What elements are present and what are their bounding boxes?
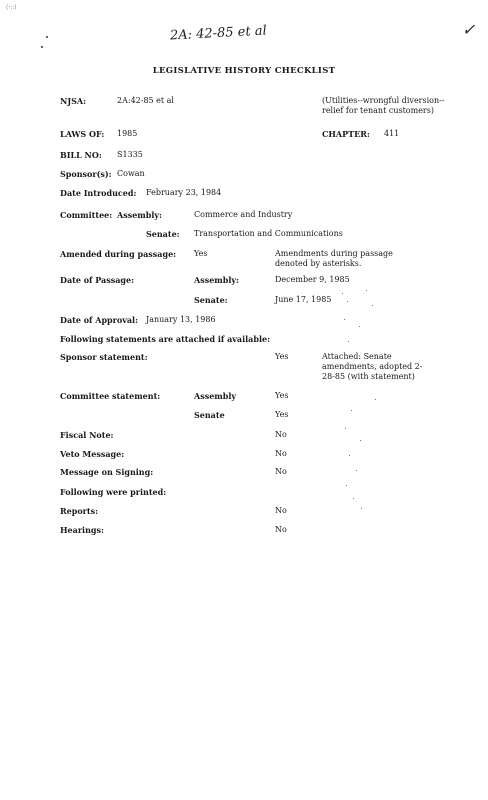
message-on-signing-label: Message on Signing: [60,467,154,477]
corner-mark: (·::) [6,4,17,11]
amended-note: Amendments during passage denoted by asterisks. [275,249,393,268]
committee-assembly-value: Commerce and Industry [194,210,293,219]
committee-statement-assembly-value: Yes [275,391,289,400]
amended-value: Yes [194,249,208,258]
hearings-value: No [275,525,287,534]
committee-statement-label: Committee statement: [60,391,161,401]
committee-statement-assembly-label: Assembly [194,391,237,401]
passage-senate-value: June 17, 1985 [275,295,332,304]
committee-statement-senate-label: Senate [194,410,225,420]
committee-label: Committee: [60,210,113,220]
hearings-label: Hearings: [60,525,104,535]
committee-senate-value: Transportation and Communications [194,229,343,238]
passage-assembly-value: December 9, 1985 [275,275,350,284]
sponsors-label: Sponsor(s): [60,169,112,179]
chapter-value: 411 [384,129,400,138]
message-on-signing-value: No [275,467,287,476]
sponsor-statement-note: Attached: Senate amendments, adopted 2-28-85 (with statement) [322,352,423,381]
committee-assembly-label: Assembly: [117,210,163,220]
date-introduced-label: Date Introduced: [60,188,137,198]
punch-mark [41,46,43,48]
passage-senate-label: Senate: [194,295,228,305]
handwritten-reference: 2A: 42-85 et al [169,23,268,44]
date-of-approval-label: Date of Approval: [60,315,139,325]
bill-no-label: BILL NO: [60,150,102,160]
passage-assembly-label: Assembly: [194,275,240,285]
veto-message-value: No [275,449,287,458]
bill-no-value: S1335 [117,150,143,159]
laws-of-label: LAWS OF: [60,129,105,139]
committee-senate-label: Senate: [146,229,180,239]
amended-label: Amended during passage: [60,249,177,259]
reports-value: No [275,506,287,515]
laws-of-value: 1985 [117,129,138,138]
veto-message-label: Veto Message: [60,449,125,459]
date-of-passage-label: Date of Passage: [60,275,135,285]
checkmark-icon: ✓ [462,20,476,39]
chapter-label: CHAPTER: [322,129,370,139]
page-title: LEGISLATIVE HISTORY CHECKLIST [152,66,336,76]
fiscal-note-label: Fiscal Note: [60,430,114,440]
printed-heading: Following were printed: [60,487,167,497]
punch-mark [46,36,48,38]
sponsor-statement-label: Sponsor statement: [60,352,148,362]
committee-statement-senate-value: Yes [275,410,289,419]
fiscal-note-value: No [275,430,287,439]
date-introduced-value: February 23, 1984 [146,188,222,197]
njsa-value: 2A:42-85 et al [117,96,174,105]
njsa-subject: (Utilities--wrongful diversion--relief for tenant customers) [322,96,445,115]
sponsor-statement-value: Yes [275,352,289,361]
sponsors-value: Cowan [117,169,145,178]
reports-label: Reports: [60,506,99,516]
njsa-label: NJSA: [60,96,87,106]
date-of-approval-value: January 13, 1986 [146,315,216,324]
attached-heading: Following statements are attached if available: [60,334,271,344]
